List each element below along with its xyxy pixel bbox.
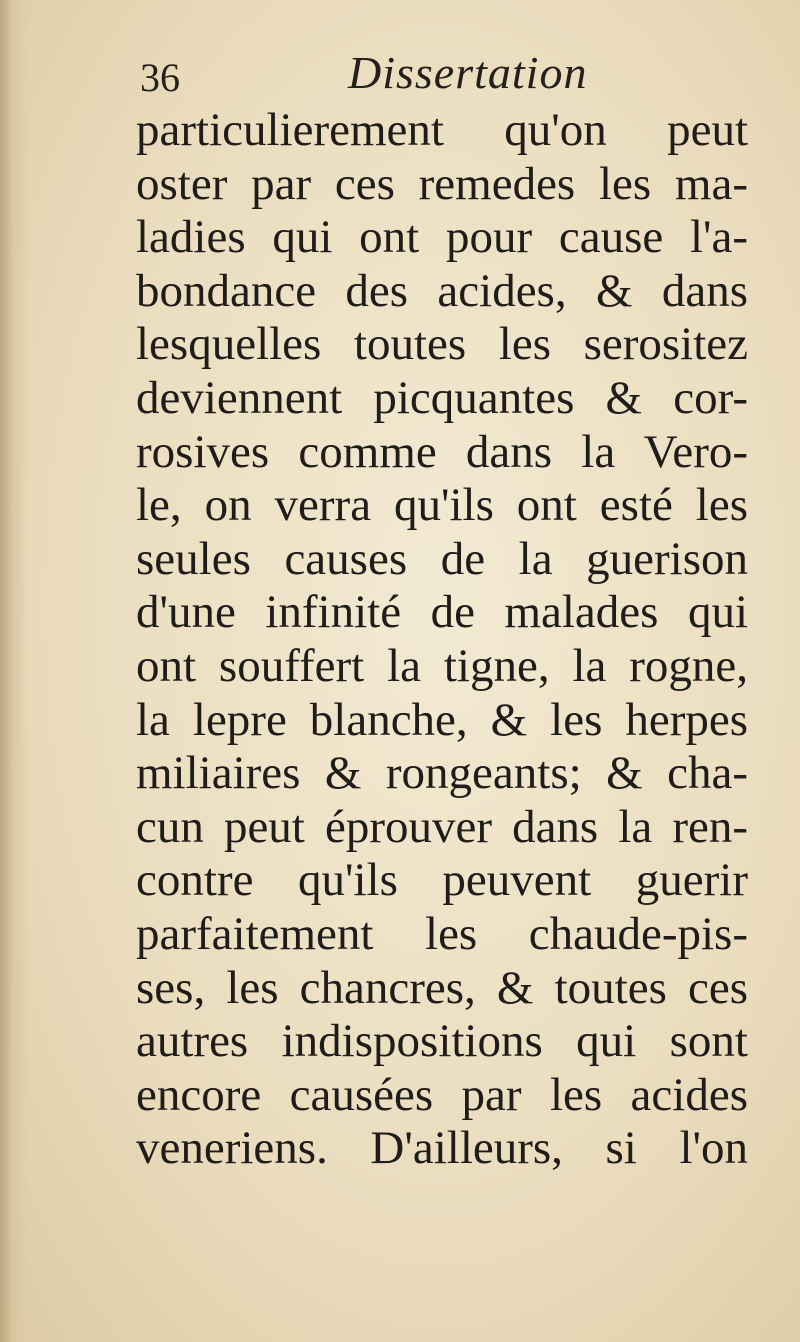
text-line: ses, les chancres, & toutes ces	[136, 961, 748, 1014]
text-line: le, on verra qu'ils ont esté les	[136, 479, 748, 532]
text-line: deviennent picquantes & cor-	[136, 371, 748, 424]
body-text	[136, 104, 748, 1176]
show-through-mark	[700, 1230, 790, 1300]
text-line: contre qu'ils peuvent guerir	[136, 854, 748, 907]
text-line: rosives comme dans la Vero-	[136, 425, 748, 478]
text-line: cun peut éprouver dans la ren-	[136, 800, 748, 853]
text-line: encore causées par les acides	[136, 1068, 748, 1121]
binding-shadow	[0, 0, 28, 1342]
page-number: 36	[140, 55, 180, 100]
text-line: ladies qui ont pour cause l'a-	[136, 211, 748, 264]
text-line: oster par ces remedes les ma-	[136, 157, 748, 210]
text-line: autres indispositions qui sont	[136, 1015, 748, 1068]
text-line: miliaires & rongeants; & cha-	[136, 747, 748, 800]
text-line: particulierement qu'on peut	[136, 104, 748, 156]
running-title: Dissertation	[348, 47, 588, 98]
text-line: veneriens. D'ailleurs, si l'on	[136, 1122, 748, 1175]
text-line: la lepre blanche, & les herpes	[136, 693, 748, 746]
text-line: parfaitement les chaude-pis-	[136, 907, 748, 960]
running-head	[140, 46, 740, 104]
text-line: bondance des acides, & dans	[136, 264, 748, 317]
text-line: lesquelles toutes les serositez	[136, 318, 748, 371]
text-line: ont souffert la tigne, la rogne,	[136, 639, 748, 692]
text-line: seules causes de la guerison	[136, 532, 748, 585]
text-line: d'une infinité de malades qui	[136, 586, 748, 639]
